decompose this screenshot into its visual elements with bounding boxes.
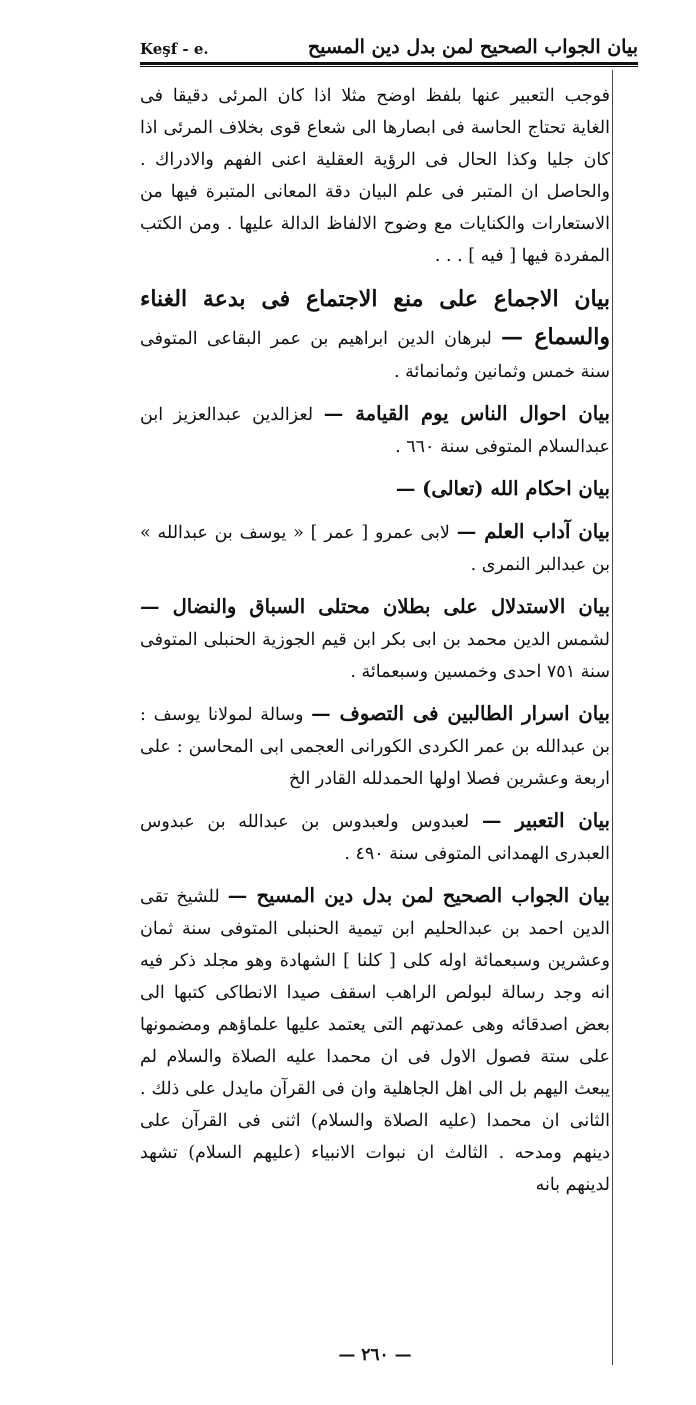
entry-body: لشمس الدين محمد بن ابى بكر ابن قيم الجوزية الحنبلى المتوفى سنة ٧٥١ احدى وخمسين وسبعمائة . [140, 630, 610, 682]
margin-rule [612, 70, 613, 1365]
entry-body: وسالة لمولانا يوسف : بن عبدالله بن عمر الكردى الكورانى العجمى ابى المحاسن : على اربعة وعشرين فصلا اولها الحمدلله القادر الخ [140, 705, 610, 789]
entry-bayan-adab [140, 514, 610, 581]
entry-bayan-jawab [140, 878, 610, 1201]
entry-title: بيان اسرار الطالبين فى التصوف — [311, 702, 610, 725]
entry-title: بيان احوال الناس يوم القيامة — [323, 402, 610, 425]
entry-body: لابى عمرو [ عمر ] « يوسف بن عبدالله » بن عبدالبر النمرى . [140, 523, 610, 575]
entry-title: بيان التعبير — [481, 809, 610, 832]
entry-bayan-ahkam [140, 471, 610, 506]
entry-bayan-tabir [140, 803, 610, 870]
entry-body: للشيخ تقى الدين احمد بن عبدالحليم ابن تيمية الحنبلى المتوفى سنة ثمان وعشرين وسبعمائة اوله كلى [ كلنا ] الشهادة وهو مجلد ذكر فيه انه وجد رسالة لبولص الراهب اسقف صيدا الانطاكى كتبها الى بعض اصدقائه وهى عمدتهم التى يعتمد عليها علماؤهم ومضمونها على ستة فصول الاول فى ان محمدا عليه الصلاة والسلام لم يبعث اليهم بل الى اهل الجاهلية وان فى القرآن مايدل على ذلك . الثانى ان محمدا (عليه الصلاة والسلام) اثنى فى القرآن على دينهم ومدحه . الثالث ان نبوات الانبياء (عليهم السلام) تشهد لدينهم بانه [140, 887, 610, 1195]
entry-title: بيان الجواب الصحيح لمن بدل دين المسيح — [227, 884, 610, 907]
entry-title: بيان احكام الله (تعالى) — [395, 477, 610, 500]
page-body [140, 80, 610, 1201]
entry-body: لعزالدين عبدالعزيز ابن عبدالسلام المتوفى سنة ٦٦٠ . [140, 405, 610, 457]
header-rule [140, 66, 638, 67]
header-tag: Keşf - e. [140, 40, 209, 58]
running-title: بيان الجواب الصحيح لمن بدل دين المسيح [307, 36, 638, 58]
entry-body: لعبدوس ولعبدوس بن عبدالله بن عبدوس العبدرى الهمدانى المتوفى سنة ٤٩٠ . [140, 812, 610, 864]
entry-bayan-istidlal [140, 589, 610, 688]
entry-body: لبرهان الدين ابراهيم بن عمر البقاعى المتوفى سنة خمس وثمانين وثمانمائة . [140, 329, 610, 382]
page-header [140, 28, 638, 65]
entry-title: بيان آداب العلم — [456, 520, 610, 543]
intro-paragraph: فوجب التعبير عنها بلفظ اوضح مثلا اذا كان المرئى دقيقا فى الغاية تحتاج الحاسة فى ابصارها الى شعاع قوى بخلاف المرئى اذا كان جليا وكذا الحال فى الرؤية العقلية اعنى الفهم والادراك . والحاصل ان المتبر فى علم البيان دقة المعانى المتبرة فيها من الاستعارات والكنايات مع وضوح الالفاظ الدالة عليها . ومن الكتب المفردة فيها [ فيه ] . . . [140, 86, 610, 266]
entry-title: بيان الاجماع على منع الاجتماع فى بدعة الغناء والسماع — [140, 286, 610, 350]
entry-bayan-asrar [140, 696, 610, 795]
page-number: — ٢٦٠ — [338, 1345, 412, 1365]
entry-title: بيان الاستدلال على بطلان محتلى السباق والنضال — [140, 595, 610, 618]
entry-bayan-ahwal [140, 396, 610, 463]
entry-bayan-al-ijma [140, 280, 610, 388]
